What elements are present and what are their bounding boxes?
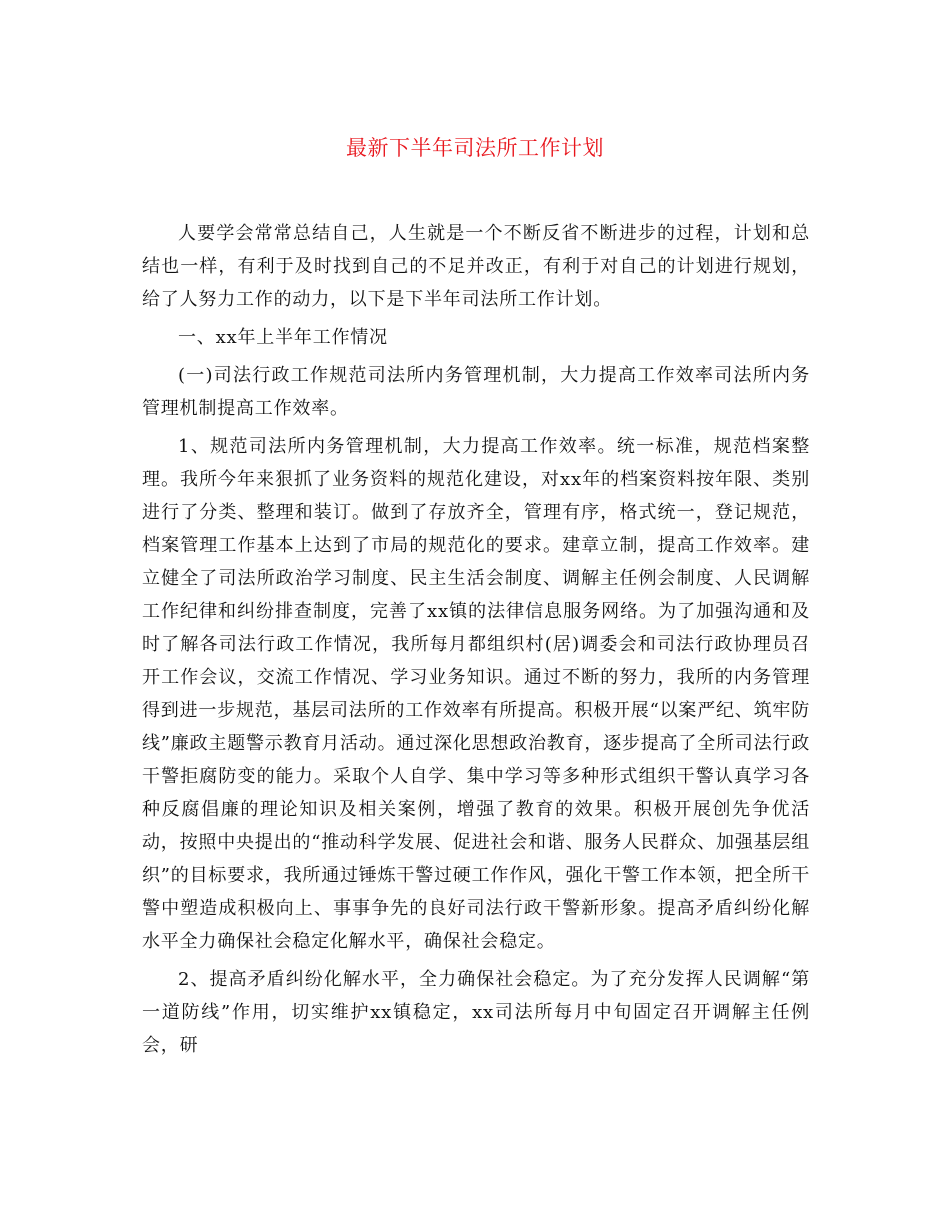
document-body [142, 217, 810, 1067]
document-title: 最新下半年司法所工作计划 [346, 136, 604, 160]
subsection-heading: (一)司法行政工作规范司法所内务管理机制，大力提高工作效率司法所内务管理机制提高工作效率。 [142, 365, 810, 419]
section-heading: 一、xx年上半年工作情况 [178, 327, 388, 348]
paragraph-item-1: 1、规范司法所内务管理机制，大力提高工作效率。统一标准，规范档案整理。我所今年来狠抓了业务资料的规范化建设，对xx年的档案资料按年限、类别进行了分类、整理和装订。做到了存放齐全，管理有序，格式统一，登记规范，档案管理工作基本上达到了市局的规范化的要求。建章立制，提高工作效率。建立健全了司法所政治学习制度、民主生活会制度、调解主任例会制度、人民调解工作纪律和纠纷排查制度，完善了xx镇的法律信息服务网络。为了加强沟通和及时了解各司法行政工作情况，我所每月都组织村(居)调委会和司法行政协理员召开工作会议，交流工作情况、学习业务知识。通过不断的努力，我所的内务管理得到进一步规范，基层司法所的工作效率有所提高。积极开展“以案严纪、筑牢防线”廉政主题警示教育月活动。通过深化思想政治教育，逐步提高了全所司法行政干警拒腐防变的能力。采取个人自学、集中学习等多种形式组织干警认真学习各种反腐倡廉的理论知识及相关案例，增强了教育的效果。积极开展创先争优活动，按照中央提出的“推动科学发展、促进社会和谐、服务人民群众、加强基层组织”的目标要求，我所通过锤炼干警过硬工作作风，强化干警工作本领，把全所干警中塑造成积极向上、事事争先的良好司法行政干警新形象。提高矛盾纠纷化解水平全力确保社会稳定化解水平，确保社会稳定。 [142, 436, 810, 952]
paragraph-item-2: 2、提高矛盾纠纷化解水平，全力确保社会稳定。为了充分发挥人民调解“第一道防线”作用，切实维护xx镇稳定，xx司法所每月中旬固定召开调解主任例会，研 [142, 969, 810, 1056]
paragraph-intro: 人要学会常常总结自己，人生就是一个不断反省不断进步的过程，计划和总结也一样，有利于及时找到自己的不足并改正，有利于对自己的计划进行规划，给了人努力工作的动力，以下是下半年司法所工作计划。 [142, 223, 810, 310]
